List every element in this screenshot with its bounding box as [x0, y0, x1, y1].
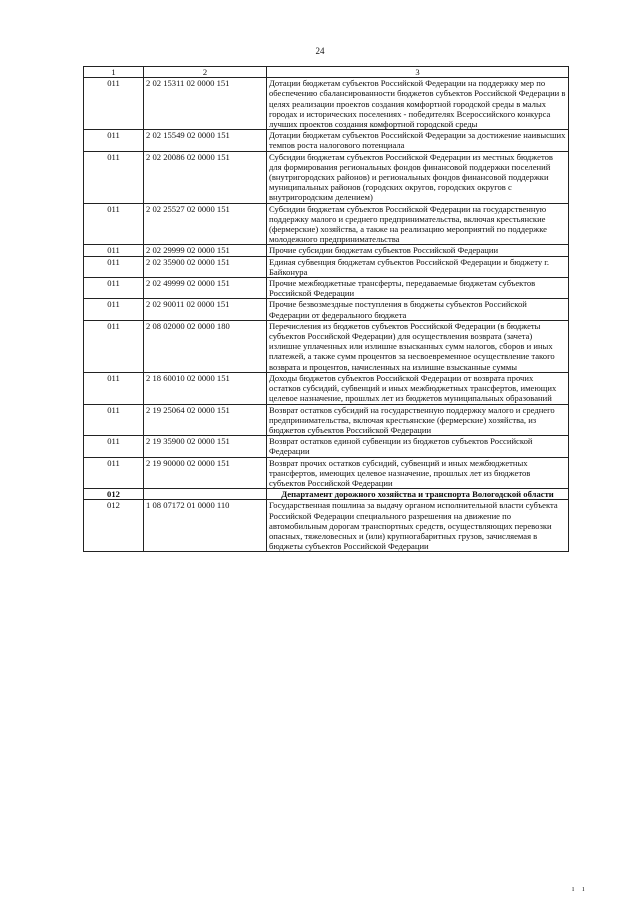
column-header-kbk-code: 2	[144, 67, 267, 78]
column-header-admin-code: 1	[84, 67, 144, 78]
page-number: 24	[315, 46, 325, 56]
admin-code-cell: 011	[84, 457, 144, 489]
kbk-code-cell: 2 02 15311 02 0000 151	[144, 78, 267, 130]
admin-code-cell: 012	[84, 489, 144, 500]
admin-code-cell: 011	[84, 78, 144, 130]
table-row	[84, 151, 569, 203]
description-cell: Дотации бюджетам субъектов Российской Федерации на поддержку мер по обеспечению сбалансированности бюджетов субъектов Российской Федерации в целях реализации проектов создания комфортной городской среды в малых городах и исторических поселениях - победителях Всероссийского конкурса лучших проектов создания комфортной городской среды	[267, 78, 569, 130]
table-row	[84, 256, 569, 277]
admin-code-cell: 012	[84, 500, 144, 552]
admin-code-cell: 011	[84, 436, 144, 457]
description-cell: Прочие межбюджетные трансферты, передаваемые бюджетам субъектов Российской Федерации	[267, 278, 569, 299]
admin-code-cell: 011	[84, 151, 144, 203]
admin-code-cell: 011	[84, 256, 144, 277]
kbk-code-cell: 2 02 29999 02 0000 151	[144, 245, 267, 256]
admin-code-cell: 011	[84, 245, 144, 256]
kbk-code-cell: 2 18 60010 02 0000 151	[144, 372, 267, 404]
table-row	[84, 500, 569, 552]
table-row	[84, 299, 569, 320]
kbk-code-cell: 2 02 35900 02 0000 151	[144, 256, 267, 277]
description-cell: Возврат прочих остатков субсидий, субвенций и иных межбюджетных трансфертов, имеющих целевое назначение, прошлых лет из бюджетов субъектов Российской Федерации	[267, 457, 569, 489]
table-row	[84, 245, 569, 256]
table-row	[84, 404, 569, 436]
admin-code-cell: 011	[84, 278, 144, 299]
table-row	[84, 203, 569, 245]
table-row	[84, 436, 569, 457]
description-cell: Государственная пошлина за выдачу органом исполнительной власти субъекта Российской Федерации специального разрешения на движение по автомобильным дорогам транспортных средств, осуществляющих перевозки опасных, тяжеловесных и (или) крупногабаритных грузов, зачисляемая в бюджеты субъектов Российской Федерации	[267, 500, 569, 552]
admin-code-cell: 011	[84, 203, 144, 245]
description-cell: Прочие безвозмездные поступления в бюджеты субъектов Российской Федерации от федерального бюджета	[267, 299, 569, 320]
table-row	[84, 457, 569, 489]
table-header-row	[84, 67, 569, 78]
description-cell: Единая субвенция бюджетам субъектов Российской Федерации и бюджету г. Байконура	[267, 256, 569, 277]
column-header-description: 3	[267, 67, 569, 78]
description-cell: Прочие субсидии бюджетам субъектов Российской Федерации	[267, 245, 569, 256]
kbk-code-cell: 2 02 20086 02 0000 151	[144, 151, 267, 203]
admin-code-cell: 011	[84, 130, 144, 151]
admin-code-cell: 011	[84, 404, 144, 436]
table-row	[84, 78, 569, 130]
kbk-code-cell: 2 02 49999 02 0000 151	[144, 278, 267, 299]
description-cell: Дотации бюджетам субъектов Российской Федерации за достижение наивысших темпов роста налогового потенциала	[267, 130, 569, 151]
description-cell: Субсидии бюджетам субъектов Российской Федерации на государственную поддержку малого и среднего предпринимательства, включая крестьянские (фермерские) хозяйства, а также на реализацию мероприятий по поддержке молодежного предпринимательства	[267, 203, 569, 245]
table-row	[84, 372, 569, 404]
department-name-cell: Департамент дорожного хозяйства и транспорта Вологодской области	[267, 489, 569, 500]
table-row	[84, 130, 569, 151]
table-row	[84, 320, 569, 372]
scan-corner-marks: ı ı	[572, 884, 588, 893]
description-cell: Доходы бюджетов субъектов Российской Федерации от возврата прочих остатков субсидий, субвенций и иных межбюджетных трансфертов, имеющих целевое назначение, прошлых лет из бюджетов муниципальных образований	[267, 372, 569, 404]
kbk-code-cell: 1 08 07172 01 0000 110	[144, 500, 267, 552]
admin-code-cell: 011	[84, 372, 144, 404]
description-cell: Возврат остатков единой субвенции из бюджетов субъектов Российской Федерации	[267, 436, 569, 457]
kbk-code-cell	[144, 489, 267, 500]
kbk-code-cell: 2 19 35900 02 0000 151	[144, 436, 267, 457]
kbk-code-cell: 2 19 25064 02 0000 151	[144, 404, 267, 436]
description-cell: Возврат остатков субсидий на государственную поддержку малого и среднего предпринимательства, включая крестьянские (фермерские) хозяйства, из бюджетов субъектов Российской Федерации	[267, 404, 569, 436]
kbk-code-cell: 2 02 25527 02 0000 151	[144, 203, 267, 245]
table-row	[84, 278, 569, 299]
revenue-classification-table	[83, 66, 569, 552]
kbk-code-cell: 2 02 15549 02 0000 151	[144, 130, 267, 151]
kbk-code-cell: 2 08 02000 02 0000 180	[144, 320, 267, 372]
kbk-code-cell: 2 19 90000 02 0000 151	[144, 457, 267, 489]
department-header-row	[84, 489, 569, 500]
kbk-code-cell: 2 02 90011 02 0000 151	[144, 299, 267, 320]
admin-code-cell: 011	[84, 299, 144, 320]
description-cell: Субсидии бюджетам субъектов Российской Федерации из местных бюджетов для формирования региональных фондов финансовой поддержки поселений (внутригородских районов) и региональных фондов финансовой поддержки муниципальных районов (городских округов, городских округов с внутригородским делением)	[267, 151, 569, 203]
description-cell: Перечисления из бюджетов субъектов Российской Федерации (в бюджеты субъектов Российской Федерации) для осуществления возврата (зачета) излишне уплаченных или излишне взысканных сумм налогов, сборов и иных платежей, а также сумм процентов за несвоевременное осуществление такого возврата и процентов, начисленных на излишне взысканные суммы	[267, 320, 569, 372]
admin-code-cell: 011	[84, 320, 144, 372]
